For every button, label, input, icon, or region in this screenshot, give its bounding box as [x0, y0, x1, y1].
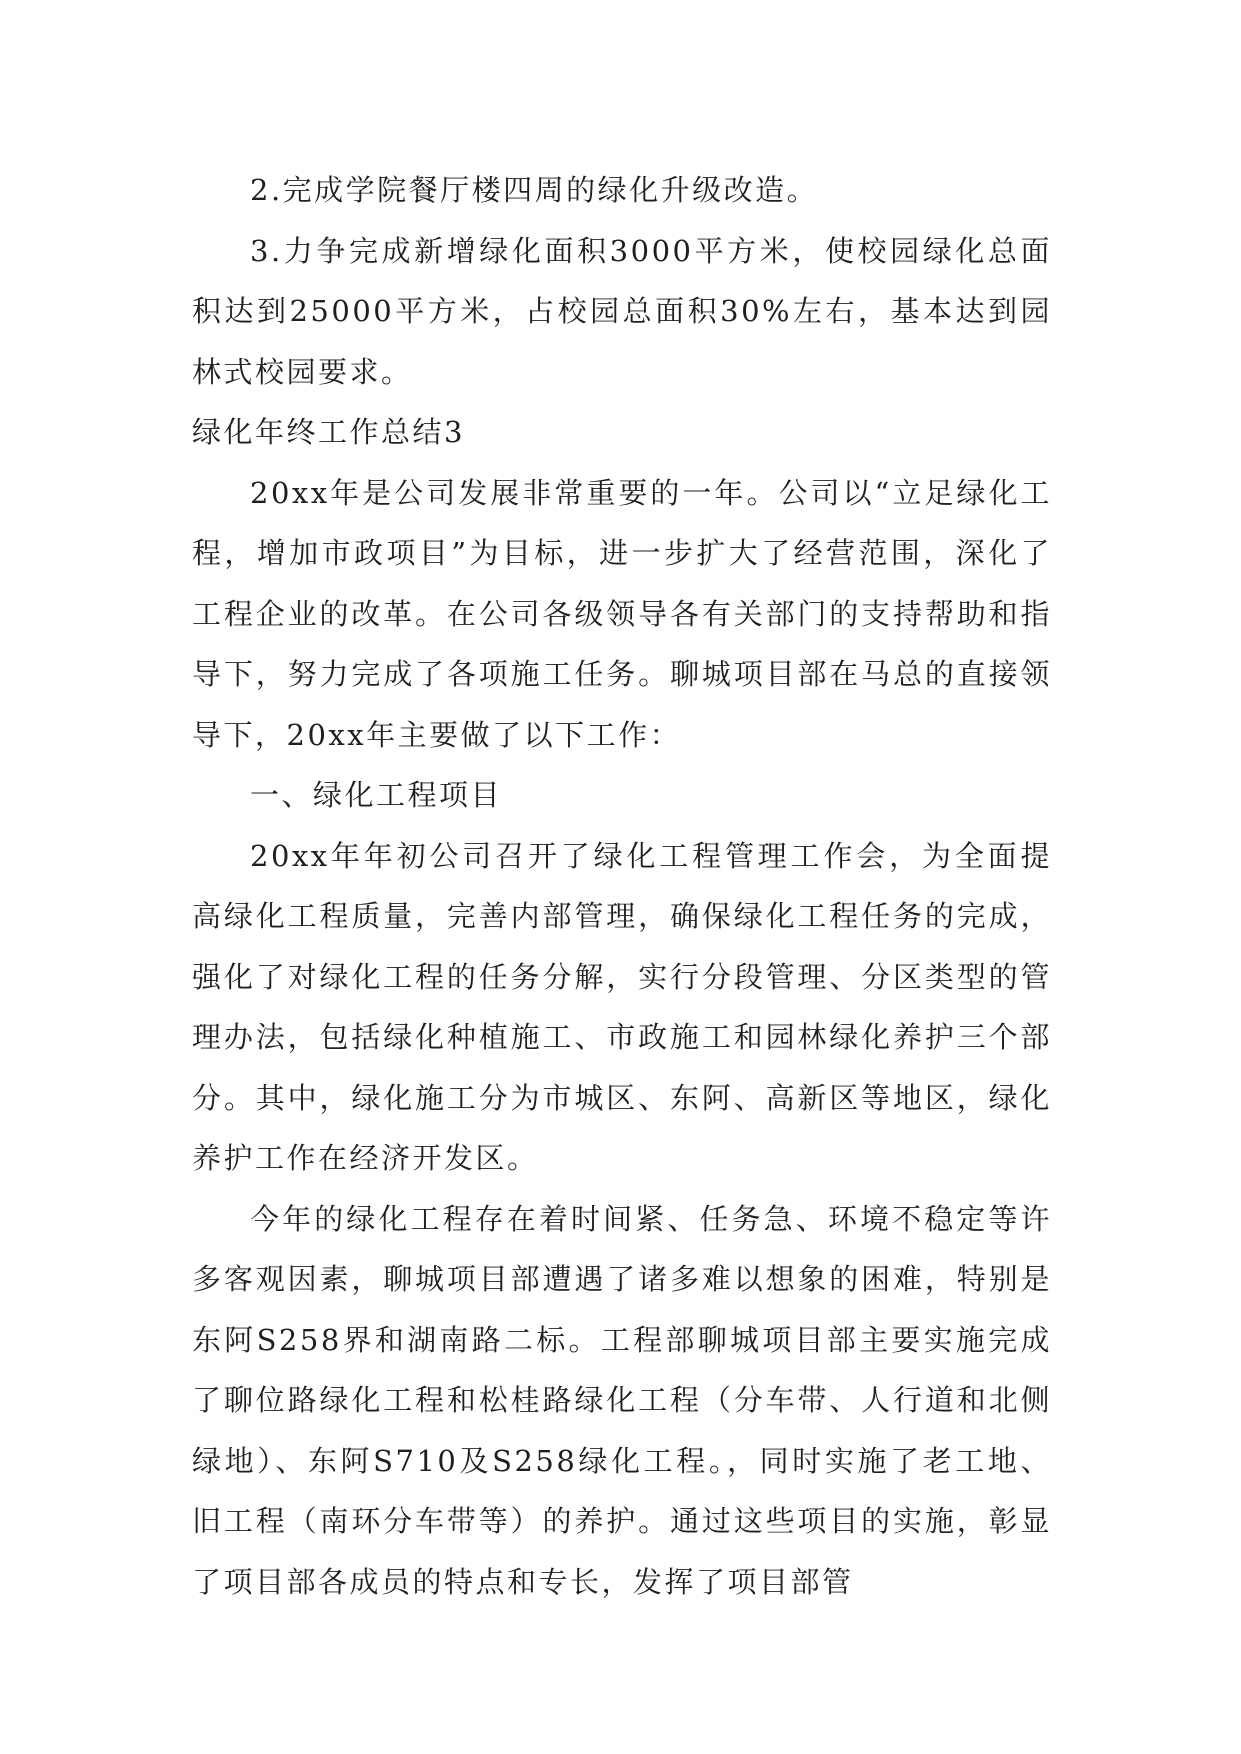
- paragraph-difficulties: 今年的绿化工程存在着时间紧、任务急、环境不稳定等许多客观因素，聊城项目部遭遇了诸多难以想象的困难，特别是东阿S258界和湖南路二标。工程部聊城项目部主要实施完成了聊位路绿化工程和松桂路绿化工程（分车带、人行道和北侧绿地）、东阿S710及S258绿化工程。，同时实施了老工地、旧工程（南环分车带等）的养护。通过这些项目的实施，彰显了项目部各成员的特点和专长，发挥了项目部管: [192, 1201, 1052, 1599]
- subheading-green-projects: 一、绿化工程项目: [250, 778, 503, 812]
- section-heading: 绿化年终工作总结3: [192, 415, 465, 449]
- document-body: [192, 160, 1052, 1612]
- paragraph-intro: 20xx年是公司发展非常重要的一年。公司以“立足绿化工程，增加市政项目”为目标，进一步扩大了经营范围，深化了工程企业的改革。在公司各级领导各有关部门的支持帮助和指导下，努力完成了各项施工任务。聊城项目部在马总的直接领导下，20xx年主要做了以下工作：: [192, 475, 1052, 752]
- paragraph-item-3: 3.力争完成新增绿化面积3000平方米，使校园绿化总面积达到25000平方米，占校园总面积30%左右，基本达到园林式校园要求。: [192, 233, 1052, 389]
- paragraph-management: 20xx年年初公司召开了绿化工程管理工作会，为全面提高绿化工程质量，完善内部管理，确保绿化工程任务的完成，强化了对绿化工程的任务分解，实行分段管理、分区类型的管理办法，包括绿化种植施工、市政施工和园林绿化养护三个部分。其中，绿化施工分为市城区、东阿、高新区等地区，绿化养护工作在经济开发区。: [192, 838, 1052, 1175]
- paragraph-item-2: 2.完成学院餐厅楼四周的绿化升级改造。: [250, 173, 819, 207]
